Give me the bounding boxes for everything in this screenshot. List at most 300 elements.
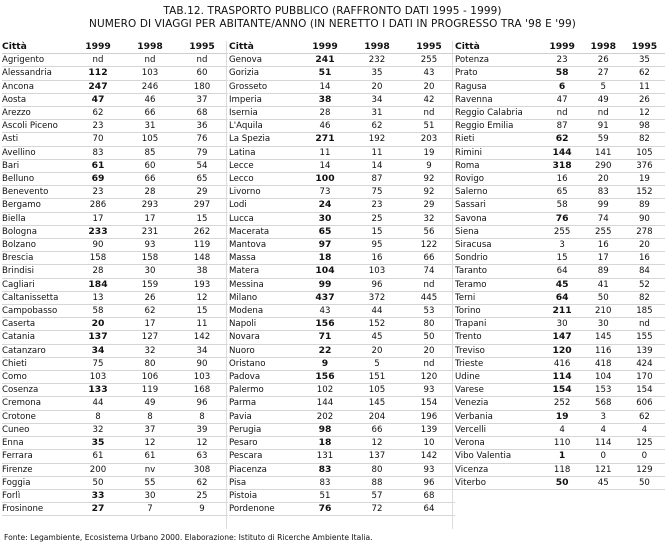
city-cell: Arezzo	[2, 107, 72, 120]
city-cell: Messina	[229, 278, 299, 291]
table-row	[229, 133, 455, 146]
table-row	[455, 54, 665, 67]
value-1999: 255	[542, 225, 583, 238]
city-cell: Forlì	[2, 489, 72, 502]
value-1999: 13	[72, 291, 124, 304]
city-cell: Caltanissetta	[2, 291, 72, 304]
value-1999: 73	[299, 186, 351, 199]
value-1999: 156	[299, 318, 351, 331]
city-cell: Trapani	[455, 318, 542, 331]
value-1998: 31	[124, 120, 176, 133]
source-note: Fonte: Legambiente, Ecosistema Urbano 2000. Elaborazione: Istituto di Ricerche Ambiente Italia.	[4, 533, 373, 542]
value-1998: 3	[583, 410, 624, 423]
value-1999: 102	[299, 384, 351, 397]
value-1995: 297	[176, 199, 228, 212]
value-1995: 19	[624, 173, 665, 186]
value-1998: 152	[351, 318, 403, 331]
city-cell: Chieti	[2, 357, 72, 370]
value-1995: 29	[176, 186, 228, 199]
city-cell: Campobasso	[2, 305, 72, 318]
value-1995: 12	[176, 437, 228, 450]
table-row	[2, 278, 228, 291]
value-1998: 45	[583, 476, 624, 489]
city-cell: Pavia	[229, 410, 299, 423]
column-divider	[226, 41, 227, 529]
city-cell: Reggio Emilia	[455, 120, 542, 133]
value-1999: 45	[542, 278, 583, 291]
value-1998: 26	[583, 54, 624, 67]
value-1999: 252	[542, 397, 583, 410]
table-row	[229, 239, 455, 252]
city-cell: Ferrara	[2, 450, 72, 463]
value-1999: 83	[72, 146, 124, 159]
value-1995: 98	[624, 120, 665, 133]
table-row	[229, 318, 455, 331]
value-1998: 66	[124, 173, 176, 186]
value-1999: 61	[72, 159, 124, 172]
value-1998: 66	[351, 423, 403, 436]
city-cell: Teramo	[455, 278, 542, 291]
table-row	[229, 476, 455, 489]
table-row	[2, 318, 228, 331]
city-cell: Aosta	[2, 93, 72, 106]
value-1995: 76	[176, 133, 228, 146]
value-1998: 137	[351, 450, 403, 463]
city-cell: Benevento	[2, 186, 72, 199]
value-1995: 180	[176, 80, 228, 93]
value-1999: 27	[72, 503, 124, 516]
value-1999: 69	[72, 173, 124, 186]
value-1995: 9	[403, 159, 455, 172]
city-cell: Modena	[229, 305, 299, 318]
city-cell: Cremona	[2, 397, 72, 410]
table-row	[2, 476, 228, 489]
value-1998: 74	[583, 212, 624, 225]
value-1995: 56	[403, 225, 455, 238]
city-cell: Lecce	[229, 159, 299, 172]
value-1995: 262	[176, 225, 228, 238]
value-1999: 318	[542, 159, 583, 172]
value-1998: 16	[351, 252, 403, 265]
value-1999: 103	[72, 371, 124, 384]
header-1998: 1998	[124, 41, 176, 54]
table-row	[2, 212, 228, 225]
table-subtitle: NUMERO DI VIAGGI PER ABITANTE/ANNO (IN NERETTO I DATI IN PROGRESSO TRA '98 E '99)	[88, 18, 577, 30]
table-row	[455, 291, 665, 304]
value-1995: 154	[624, 384, 665, 397]
header-city: Città	[2, 41, 72, 54]
city-cell: Avellino	[2, 146, 72, 159]
table-row	[455, 252, 665, 265]
table-row	[455, 159, 665, 172]
value-1999: 110	[542, 437, 583, 450]
value-1999: 144	[542, 146, 583, 159]
value-1999: 28	[72, 265, 124, 278]
city-cell: Parma	[229, 397, 299, 410]
table-row	[229, 173, 455, 186]
city-cell: Lucca	[229, 212, 299, 225]
value-1999: 22	[299, 344, 351, 357]
city-cell: Vercelli	[455, 423, 542, 436]
city-cell: Brescia	[2, 252, 72, 265]
table-row	[455, 212, 665, 225]
city-cell: Livorno	[229, 186, 299, 199]
value-1995: 9	[176, 503, 228, 516]
city-cell: Ancona	[2, 80, 72, 93]
value-1995: 142	[403, 450, 455, 463]
table-row	[2, 225, 228, 238]
value-1999: 437	[299, 291, 351, 304]
value-1998: 5	[583, 80, 624, 93]
value-1995: 63	[176, 450, 228, 463]
city-cell: Isernia	[229, 107, 299, 120]
table-row	[2, 437, 228, 450]
value-1999: 112	[72, 67, 124, 80]
value-1998: 568	[583, 397, 624, 410]
city-cell: La Spezia	[229, 133, 299, 146]
value-1995: 64	[403, 503, 455, 516]
value-1998: 66	[124, 107, 176, 120]
value-1998: 104	[583, 371, 624, 384]
table-row	[455, 173, 665, 186]
value-1998: 153	[583, 384, 624, 397]
value-1998: 41	[583, 278, 624, 291]
value-1995: 96	[403, 476, 455, 489]
table-row	[229, 54, 455, 67]
table-row	[229, 463, 455, 476]
value-1998: 16	[583, 239, 624, 252]
value-1998: 17	[124, 212, 176, 225]
value-1998: 49	[583, 93, 624, 106]
city-cell: Mantova	[229, 239, 299, 252]
value-1995: 62	[624, 67, 665, 80]
data-table-block-3	[455, 41, 665, 490]
value-1998: 255	[583, 225, 624, 238]
value-1995: 193	[176, 278, 228, 291]
table-row	[455, 371, 665, 384]
table-row	[455, 146, 665, 159]
value-1995: 170	[624, 371, 665, 384]
value-1998: 106	[124, 371, 176, 384]
city-cell: Imperia	[229, 93, 299, 106]
value-1995: 65	[176, 173, 228, 186]
value-1995: 445	[403, 291, 455, 304]
value-1998: 151	[351, 371, 403, 384]
value-1995: 62	[176, 476, 228, 489]
value-1995: 8	[176, 410, 228, 423]
city-cell: Udine	[455, 371, 542, 384]
city-cell: Prato	[455, 67, 542, 80]
value-1999: 114	[542, 371, 583, 384]
value-1998: 17	[124, 318, 176, 331]
value-1995: 606	[624, 397, 665, 410]
city-cell: Massa	[229, 252, 299, 265]
city-cell: Viterbo	[455, 476, 542, 489]
value-1999: 34	[72, 344, 124, 357]
value-1998: 44	[351, 305, 403, 318]
value-1998: 204	[351, 410, 403, 423]
city-cell: Taranto	[455, 265, 542, 278]
value-1998: 290	[583, 159, 624, 172]
city-cell: Macerata	[229, 225, 299, 238]
city-cell: Perugia	[229, 423, 299, 436]
value-1995: 376	[624, 159, 665, 172]
value-1995: nd	[403, 357, 455, 370]
city-cell: Oristano	[229, 357, 299, 370]
value-1999: 23	[72, 186, 124, 199]
table-row	[2, 344, 228, 357]
value-1999: 65	[542, 186, 583, 199]
value-1995: 37	[176, 93, 228, 106]
value-1999: 200	[72, 463, 124, 476]
value-1999: 30	[299, 212, 351, 225]
value-1995: 66	[403, 252, 455, 265]
table-row	[229, 423, 455, 436]
table-row	[455, 120, 665, 133]
value-1999: 58	[542, 67, 583, 80]
value-1998: 87	[351, 173, 403, 186]
city-cell: Catania	[2, 331, 72, 344]
value-1999: 3	[542, 239, 583, 252]
table-row	[229, 397, 455, 410]
table-row	[455, 305, 665, 318]
value-1998: 83	[583, 186, 624, 199]
value-1995: 90	[624, 212, 665, 225]
table-row	[229, 278, 455, 291]
value-1998: 57	[351, 489, 403, 502]
value-1998: 5	[351, 357, 403, 370]
value-1998: 95	[351, 239, 403, 252]
table-row	[229, 305, 455, 318]
table-row	[455, 225, 665, 238]
table-row	[455, 239, 665, 252]
value-1998: 0	[583, 450, 624, 463]
city-cell: Torino	[455, 305, 542, 318]
city-cell: Bari	[2, 159, 72, 172]
table-row	[455, 463, 665, 476]
city-cell: Lodi	[229, 199, 299, 212]
table-row	[229, 186, 455, 199]
value-1999: 120	[542, 344, 583, 357]
value-1998: 85	[124, 146, 176, 159]
value-1995: 15	[176, 212, 228, 225]
value-1995: 29	[403, 199, 455, 212]
city-cell: Novara	[229, 331, 299, 344]
value-1995: 90	[176, 357, 228, 370]
table-row	[229, 331, 455, 344]
value-1995: 152	[624, 186, 665, 199]
value-1999: 104	[299, 265, 351, 278]
value-1998: 145	[583, 331, 624, 344]
header-1999: 1999	[72, 41, 124, 54]
value-1999: 6	[542, 80, 583, 93]
value-1999: 18	[299, 437, 351, 450]
city-cell: Siracusa	[455, 239, 542, 252]
value-1995: 96	[176, 397, 228, 410]
value-1995: 125	[624, 437, 665, 450]
value-1998: 20	[351, 80, 403, 93]
value-1999: 50	[72, 476, 124, 489]
table-row	[2, 67, 228, 80]
value-1999: 241	[299, 54, 351, 67]
value-1998: 103	[124, 67, 176, 80]
table-row	[229, 489, 455, 502]
value-1995: 168	[176, 384, 228, 397]
value-1998: 55	[124, 476, 176, 489]
value-1998: 23	[351, 199, 403, 212]
value-1995: nd	[403, 107, 455, 120]
value-1998: 158	[124, 252, 176, 265]
city-cell: Asti	[2, 133, 72, 146]
table-row	[455, 476, 665, 489]
city-cell: Como	[2, 371, 72, 384]
value-1995: 19	[403, 146, 455, 159]
value-1998: 232	[351, 54, 403, 67]
value-1999: 32	[72, 423, 124, 436]
header-1995: 1995	[403, 41, 455, 54]
header-1998: 1998	[351, 41, 403, 54]
value-1995: 38	[176, 265, 228, 278]
value-1998: 59	[583, 133, 624, 146]
value-1999: 62	[542, 133, 583, 146]
table-row	[2, 397, 228, 410]
value-1995: 142	[176, 331, 228, 344]
value-1999: 118	[542, 463, 583, 476]
city-cell: Verbania	[455, 410, 542, 423]
table-row	[2, 503, 228, 516]
value-1998: 20	[351, 344, 403, 357]
value-1995: 34	[176, 344, 228, 357]
value-1995: 50	[624, 476, 665, 489]
value-1999: 233	[72, 225, 124, 238]
table-row	[2, 291, 228, 304]
value-1998: 32	[124, 344, 176, 357]
value-1999: 64	[542, 291, 583, 304]
table-row	[2, 252, 228, 265]
value-1998: 62	[124, 305, 176, 318]
value-1995: 148	[176, 252, 228, 265]
value-1999: 16	[542, 173, 583, 186]
value-1995: nd	[624, 318, 665, 331]
value-1995: 20	[403, 344, 455, 357]
value-1998: 61	[124, 450, 176, 463]
value-1995: 203	[403, 133, 455, 146]
value-1998: 159	[124, 278, 176, 291]
value-1998: 31	[351, 107, 403, 120]
value-1995: 103	[176, 371, 228, 384]
header-row	[455, 41, 665, 54]
table-row	[455, 93, 665, 106]
value-1995: 119	[176, 239, 228, 252]
value-1995: 4	[624, 423, 665, 436]
column-divider	[452, 41, 453, 529]
value-1998: 80	[124, 357, 176, 370]
value-1999: 28	[299, 107, 351, 120]
value-1998: 12	[124, 437, 176, 450]
table-row	[455, 397, 665, 410]
value-1998: 141	[583, 146, 624, 159]
value-1999: 144	[299, 397, 351, 410]
city-cell: Biella	[2, 212, 72, 225]
value-1999: 35	[72, 437, 124, 450]
value-1995: 20	[403, 80, 455, 93]
value-1999: 271	[299, 133, 351, 146]
city-cell: Salerno	[455, 186, 542, 199]
table-row	[229, 67, 455, 80]
value-1995: 80	[403, 318, 455, 331]
table-row	[2, 159, 228, 172]
city-cell: Potenza	[455, 54, 542, 67]
table-row	[229, 410, 455, 423]
value-1995: 60	[176, 67, 228, 80]
value-1999: 65	[299, 225, 351, 238]
city-cell: Varese	[455, 384, 542, 397]
value-1995: 79	[176, 146, 228, 159]
data-table-block-1	[2, 41, 228, 516]
table-row	[2, 357, 228, 370]
table-row	[229, 80, 455, 93]
value-1995: 89	[624, 199, 665, 212]
value-1995: 92	[403, 186, 455, 199]
value-1999: 158	[72, 252, 124, 265]
city-cell: Caserta	[2, 318, 72, 331]
city-cell: Catanzaro	[2, 344, 72, 357]
value-1998: 46	[124, 93, 176, 106]
table-row	[229, 344, 455, 357]
value-1999: 90	[72, 239, 124, 252]
city-cell: Milano	[229, 291, 299, 304]
city-cell: Grosseto	[229, 80, 299, 93]
city-cell: Treviso	[455, 344, 542, 357]
city-cell: Enna	[2, 437, 72, 450]
value-1998: 17	[583, 252, 624, 265]
value-1998: 293	[124, 199, 176, 212]
table-row	[229, 107, 455, 120]
city-cell: Sondrio	[455, 252, 542, 265]
value-1995: 32	[403, 212, 455, 225]
value-1998: 14	[351, 159, 403, 172]
value-1999: 62	[72, 107, 124, 120]
city-cell: Ragusa	[455, 80, 542, 93]
value-1999: 47	[72, 93, 124, 106]
table-row	[2, 80, 228, 93]
value-1999: 11	[299, 146, 351, 159]
value-1998: 20	[583, 173, 624, 186]
value-1998: 121	[583, 463, 624, 476]
value-1995: 154	[403, 397, 455, 410]
value-1995: 11	[176, 318, 228, 331]
value-1998: 62	[351, 120, 403, 133]
table-row	[2, 410, 228, 423]
city-cell: Venezia	[455, 397, 542, 410]
city-cell: Pordenone	[229, 503, 299, 516]
table-row	[455, 357, 665, 370]
value-1999: 24	[299, 199, 351, 212]
value-1998: 34	[351, 93, 403, 106]
value-1999: nd	[72, 54, 124, 67]
value-1998: 91	[583, 120, 624, 133]
value-1999: 97	[299, 239, 351, 252]
city-cell: Cosenza	[2, 384, 72, 397]
value-1999: 61	[72, 450, 124, 463]
city-cell: Ascoli Piceno	[2, 120, 72, 133]
city-cell: Genova	[229, 54, 299, 67]
value-1995: 36	[176, 120, 228, 133]
value-1999: 14	[299, 80, 351, 93]
value-1999: 154	[542, 384, 583, 397]
value-1998: 30	[583, 318, 624, 331]
value-1998: 88	[351, 476, 403, 489]
